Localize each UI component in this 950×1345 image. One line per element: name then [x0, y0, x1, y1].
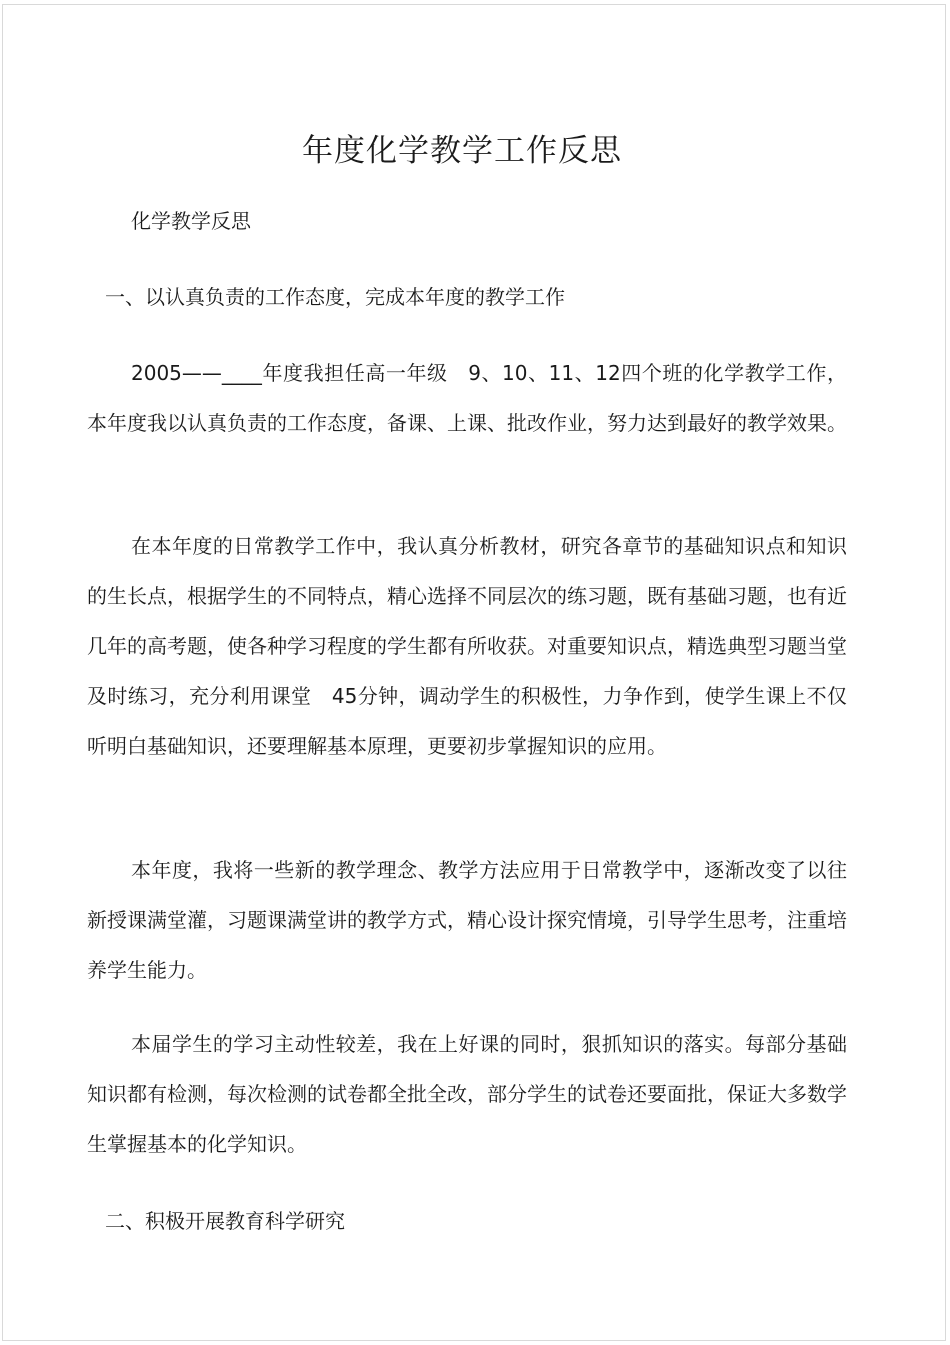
- section-heading-1: 一、以认真负责的工作态度，完成本年度的教学工作: [105, 285, 565, 309]
- paragraph-2: 在本年度的日常教学工作中，我认真分析教材，研究各章节的基础知识点和知识的生长点，根据学生的不同特点，精心选择不同层次的练习题，既有基础习题，也有近几年的高考题，使各种学习程度的学生都有所收获。对重要知识点，精选典型习题当堂及时练习，充分利用课堂 45分钟，调动学生的积极性，力争作到，使学生课上不仅听明白基础知识，还要理解基本原理，更要初步掌握知识的应用。: [87, 534, 847, 758]
- paragraph-1: 2005——____年度我担任高一年级 9、10、11、12四个班的化学教学工作，本年度我以认真负责的工作态度，备课、上课、批改作业，努力达到最好的教学效果。: [87, 361, 847, 435]
- document-page: [2, 4, 946, 1341]
- paragraph-4: 本届学生的学习主动性较差，我在上好课的同时，狠抓知识的落实。每部分基础知识都有检测，每次检测的试卷都全批全改，部分学生的试卷还要面批，保证大多数学生掌握基本的化学知识。: [87, 1032, 847, 1156]
- document-subtitle: 化学教学反思: [131, 209, 251, 233]
- document-title: 年度化学教学工作反思: [302, 133, 622, 169]
- paragraph-3: 本年度，我将一些新的教学理念、教学方法应用于日常教学中，逐渐改变了以往新授课满堂灌，习题课满堂讲的教学方式，精心设计探究情境，引导学生思考，注重培养学生能力。: [87, 858, 847, 982]
- section-heading-2: 二、积极开展教育科学研究: [105, 1209, 345, 1233]
